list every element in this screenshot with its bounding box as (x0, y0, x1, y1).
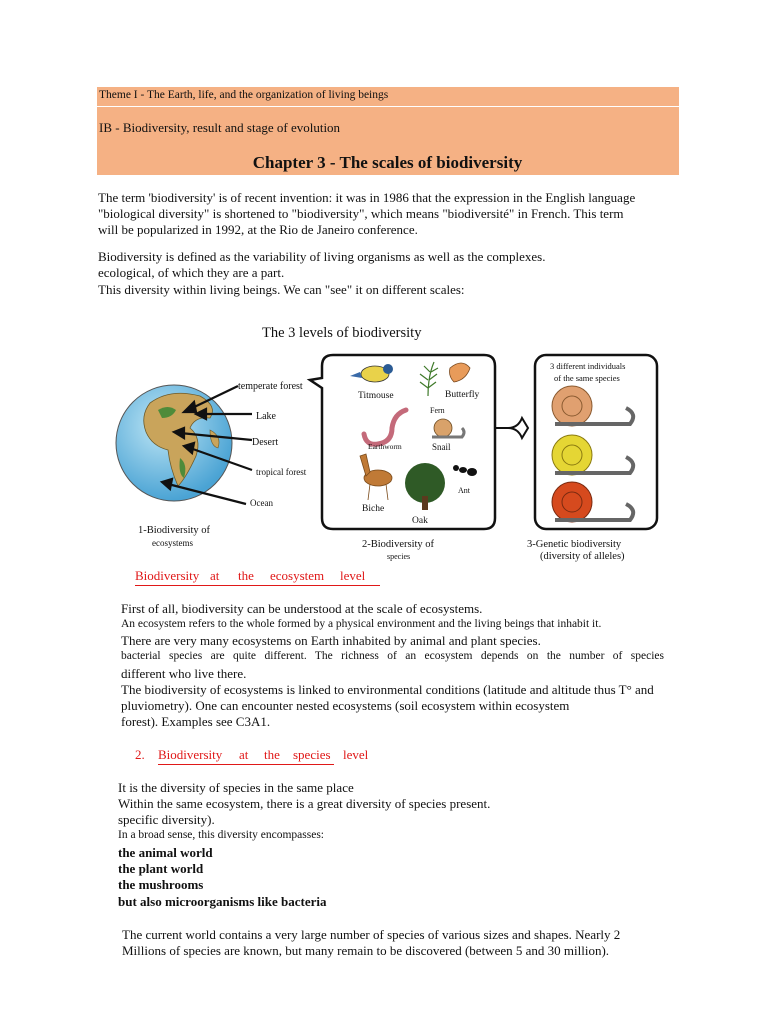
species-label: Biche (362, 504, 385, 514)
globe-label: Ocean (250, 498, 273, 508)
genetic-note: of the same species (554, 373, 620, 383)
section1-line: forest). Examples see C3A1. (121, 714, 271, 729)
section2-line: Within the same ecosystem, there is a great diversity of species present. (118, 796, 491, 811)
biodiversity-levels-figure (110, 318, 670, 568)
section2-line: It is the diversity of species in the same place (118, 780, 354, 795)
species-label: Butterfly (445, 390, 480, 400)
intro-line: Biodiversity is defined as the variability of living organisms as well as the complexes. (98, 249, 546, 264)
intro-line: ecological, of which they are a part. (98, 265, 285, 280)
section1-line: The biodiversity of ecosystems is linked to environmental conditions (latitude and altitude thus T° and (121, 682, 654, 697)
list-item: the plant world (118, 861, 204, 876)
caption-species: 2-Biodiversity of (362, 539, 435, 550)
section2-heading-word: at (239, 747, 249, 762)
intro-line: "biological diversity" is shortened to "biodiversity", which means "biodiversité" in French. This term (98, 206, 624, 221)
section2-line: In a broad sense, this diversity encompasses: (118, 829, 324, 841)
globe-illustration (116, 385, 232, 501)
chapter-title: Chapter 3 - The scales of biodiversity (252, 153, 523, 172)
section1-line: There are very many ecosystems on Earth inhabited by animal and plant species. (121, 633, 541, 648)
intro-line: will be popularized in 1992, at the Rio de Janeiro conference. (98, 222, 418, 237)
list-item: the mushrooms (118, 877, 204, 892)
section1-line: pluviometry). One can encounter nested ecosystems (soil ecosystem within ecosystem (121, 698, 570, 713)
globe-label: temperate forest (238, 381, 303, 392)
species-label: Titmouse (358, 391, 394, 401)
section1-heading-word: Biodiversity (135, 568, 200, 583)
closing-line: Millions of species are known, but many remain to be discovered (between 5 and 30 million). (122, 943, 610, 958)
caption-genetic: 3-Genetic biodiversity (527, 539, 622, 550)
section1-heading-word: level (340, 568, 366, 583)
intro-line: This diversity within living beings. We can "see" it on different scales: (98, 282, 465, 297)
list-item: but also microorganisms like bacteria (118, 894, 327, 909)
globe-label: tropical forest (256, 467, 307, 477)
section1-heading-word: ecosystem (270, 568, 325, 583)
section2-line: specific diversity). (118, 812, 215, 827)
section1-line: An ecosystem refers to the whole formed by a physical environment and the living beings that inhabit it. (121, 618, 602, 630)
species-label: Snail (432, 442, 451, 452)
section1-line: different who live there. (121, 666, 247, 681)
section2-heading-word: species (293, 747, 331, 762)
genetic-note: 3 different individuals (550, 361, 626, 371)
section2-number: 2. (135, 747, 145, 762)
caption-genetic: (diversity of alleles) (540, 551, 625, 562)
subtheme-title: IB - Biodiversity, result and stage of evolution (99, 120, 341, 135)
globe-label: Lake (256, 411, 276, 422)
species-label: Oak (412, 516, 428, 526)
globe-label: Desert (252, 437, 279, 448)
section1-line: First of all, biodiversity can be understood at the scale of ecosystems. (121, 601, 483, 616)
species-label: Fern (430, 406, 445, 415)
figure-title: The 3 levels of biodiversity (262, 325, 422, 341)
section2-heading-word: the (264, 747, 280, 762)
theme-title: Theme I - The Earth, life, and the organization of living beings (99, 89, 389, 101)
species-label: Ant (458, 486, 470, 495)
caption-ecosystems: 1-Biodiversity of (138, 525, 211, 536)
list-item: the animal world (118, 845, 213, 860)
caption-species: species (387, 552, 411, 561)
section2-heading-word: level (343, 747, 369, 762)
caption-ecosystems: ecosystems (152, 538, 193, 548)
intro-line: The term 'biodiversity' is of recent invention: it was in 1986 that the expression in the English language (98, 190, 636, 205)
section2-heading-word: Biodiversity (158, 747, 223, 762)
closing-line: The current world contains a very large number of species of various sizes and shapes. Nearly 2 (122, 927, 621, 942)
section1-line: bacterial species are quite different. The richness of an ecosystem depends on the number of species (121, 650, 664, 662)
section1-heading-word: at (210, 568, 220, 583)
section1-heading-word: the (238, 568, 254, 583)
species-label: Earthworm (368, 442, 402, 451)
